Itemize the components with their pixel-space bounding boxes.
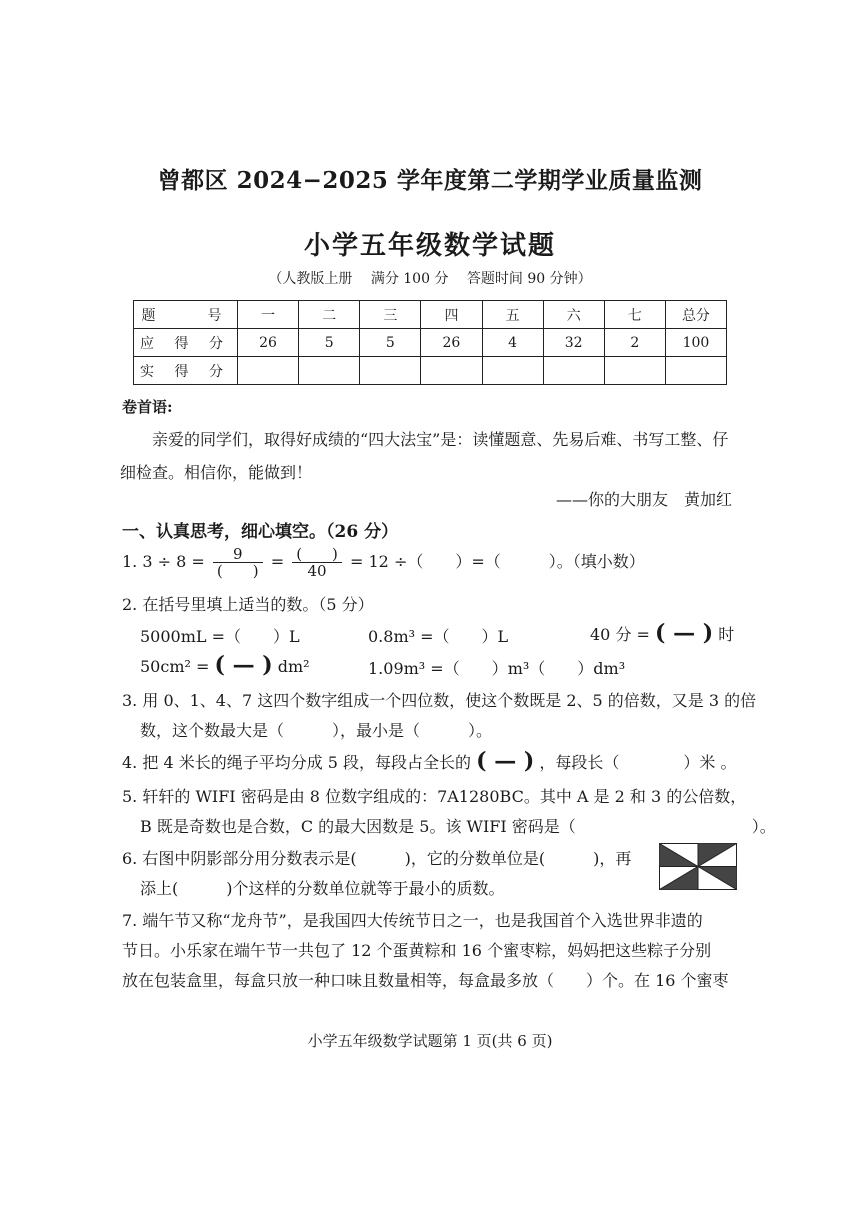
- q1-fraction-2: [292, 546, 342, 579]
- q4-blank[interactable]: ( — ): [476, 748, 535, 774]
- score-input-cell[interactable]: [482, 357, 543, 385]
- preface-label: 卷首语:: [122, 398, 173, 416]
- question-7-line-1: 7. 端午节又称“龙舟节”，是我国四大传统节日之一，也是我国首个入选世界非遗的: [122, 911, 703, 930]
- table-cell: 题 号: [134, 301, 238, 329]
- table-cell: 100: [665, 329, 726, 357]
- table-cell: 应 得 分: [134, 329, 238, 357]
- table-cell: 七: [604, 301, 665, 329]
- question-5-line-2: B 既是奇数也是合数，C 的最大因数是 5。该 WIFI 密码是（ ）。: [140, 817, 776, 836]
- question-6-line-1: 6. 右图中阴影部分用分数表示是( )，它的分数单位是( )，再: [122, 849, 632, 868]
- score-input-cell[interactable]: [604, 357, 665, 385]
- q2-d-suffix: dm²: [277, 657, 310, 676]
- section1-title: 一、认真思考，细心填空。（26 分）: [122, 522, 399, 542]
- q2-d-blank[interactable]: ( — ): [214, 652, 273, 678]
- preface-text: 亲爱的同学们，取得好成绩的“四大法宝”是：读懂题意、先易后难、书写工整、仔细检查。相信你，能做到！: [120, 430, 729, 482]
- q2-c-suffix: 时: [718, 625, 735, 644]
- preface-signature: ——你的大朋友 黄加红: [555, 490, 732, 509]
- exam-subject: 小学五年级数学试题: [303, 231, 556, 261]
- table-cell: 5: [299, 329, 360, 357]
- score-table-header-row: [134, 301, 727, 329]
- table-cell: 三: [360, 301, 421, 329]
- question-7-line-2: 节日。小乐家在端午节一共包了 12 个蛋黄粽和 16 个蜜枣粽，妈妈把这些粽子分别: [122, 941, 712, 960]
- q1-frac1-numerator: 9: [213, 546, 263, 563]
- question-5-line-1: 5. 轩轩的 WIFI 密码是由 8 位数字组成的：7A1280BC。其中 A 是 2 和 3 的公倍数，: [122, 787, 747, 806]
- table-cell: 5: [360, 329, 421, 357]
- q1-equals: =: [270, 552, 285, 571]
- exam-title: 曾都区 2024−2025 学年度第二学期学业质量监测: [157, 167, 703, 194]
- q2-item-b: 0.8m³ =（ ）L: [368, 627, 509, 646]
- score-input-cell[interactable]: [238, 357, 299, 385]
- score-input-cell[interactable]: [665, 357, 726, 385]
- table-cell: 2: [604, 329, 665, 357]
- q4-suffix: ，每段长（ ）米 。: [539, 753, 737, 772]
- q2-c-prefix: 40 分 =: [590, 625, 650, 644]
- question-3-line-1: 3. 用 0、1、4、7 这四个数字组成一个四位数，使这个数既是 2、5 的倍数，又是 3 的倍: [122, 691, 757, 710]
- score-input-cell[interactable]: [543, 357, 604, 385]
- score-table-actual-row: [134, 357, 727, 385]
- table-cell: 26: [238, 329, 299, 357]
- q2-item-d: [140, 652, 310, 678]
- score-table-expected-row: [134, 329, 727, 357]
- table-cell: 32: [543, 329, 604, 357]
- table-cell: 六: [543, 301, 604, 329]
- question-7-line-3: 放在包装盒里，每盒只放一种口味且数量相等，每盒最多放（ ）个。在 16 个蜜枣: [122, 971, 729, 990]
- q1-fraction-1: [213, 546, 263, 579]
- q1-prefix: 1. 3 ÷ 8 =: [122, 552, 205, 571]
- table-cell: 总分: [665, 301, 726, 329]
- q1-frac2-numerator[interactable]: ( ): [292, 546, 342, 563]
- table-cell: 4: [482, 329, 543, 357]
- q2-d-prefix: 50cm² =: [140, 657, 210, 676]
- q2-item-a: 5000mL =（ ）L: [140, 627, 300, 646]
- table-cell: 一: [238, 301, 299, 329]
- q2-item-c: [590, 620, 734, 646]
- score-table: [133, 300, 727, 385]
- q1-frac2-denominator: 40: [307, 562, 327, 580]
- question-3-line-2: 数，这个数最大是（ ），最小是（ ）。: [140, 721, 493, 740]
- question-1: [122, 546, 645, 579]
- score-input-cell[interactable]: [360, 357, 421, 385]
- table-cell: 二: [299, 301, 360, 329]
- question-4: [122, 748, 736, 774]
- score-input-cell[interactable]: [299, 357, 360, 385]
- exam-info: （人教版上册 满分 100 分 答题时间 90 分钟）: [268, 271, 592, 287]
- q1-suffix: = 12 ÷（ ）=（ ）。（填小数）: [350, 552, 645, 571]
- q2-item-e: 1.09m³ =（ ）m³（ ）dm³: [368, 659, 626, 678]
- question-2-title: 2. 在括号里填上适当的数。（5 分）: [122, 595, 374, 614]
- table-cell: 实 得 分: [134, 357, 238, 385]
- shaded-rectangle-figure: [659, 843, 737, 890]
- q2-c-blank[interactable]: ( — ): [655, 620, 714, 646]
- question-6-line-2: 添上( )个这样的分数单位就等于最小的质数。: [140, 879, 505, 898]
- q4-prefix: 4. 把 4 米长的绳子平均分成 5 段，每段占全长的: [122, 753, 472, 772]
- page-footer: 小学五年级数学试题第 1 页(共 6 页): [307, 1032, 553, 1050]
- table-cell: 26: [421, 329, 482, 357]
- table-cell: 四: [421, 301, 482, 329]
- table-cell: 五: [482, 301, 543, 329]
- q1-frac1-denominator[interactable]: ( ): [216, 562, 259, 580]
- score-input-cell[interactable]: [421, 357, 482, 385]
